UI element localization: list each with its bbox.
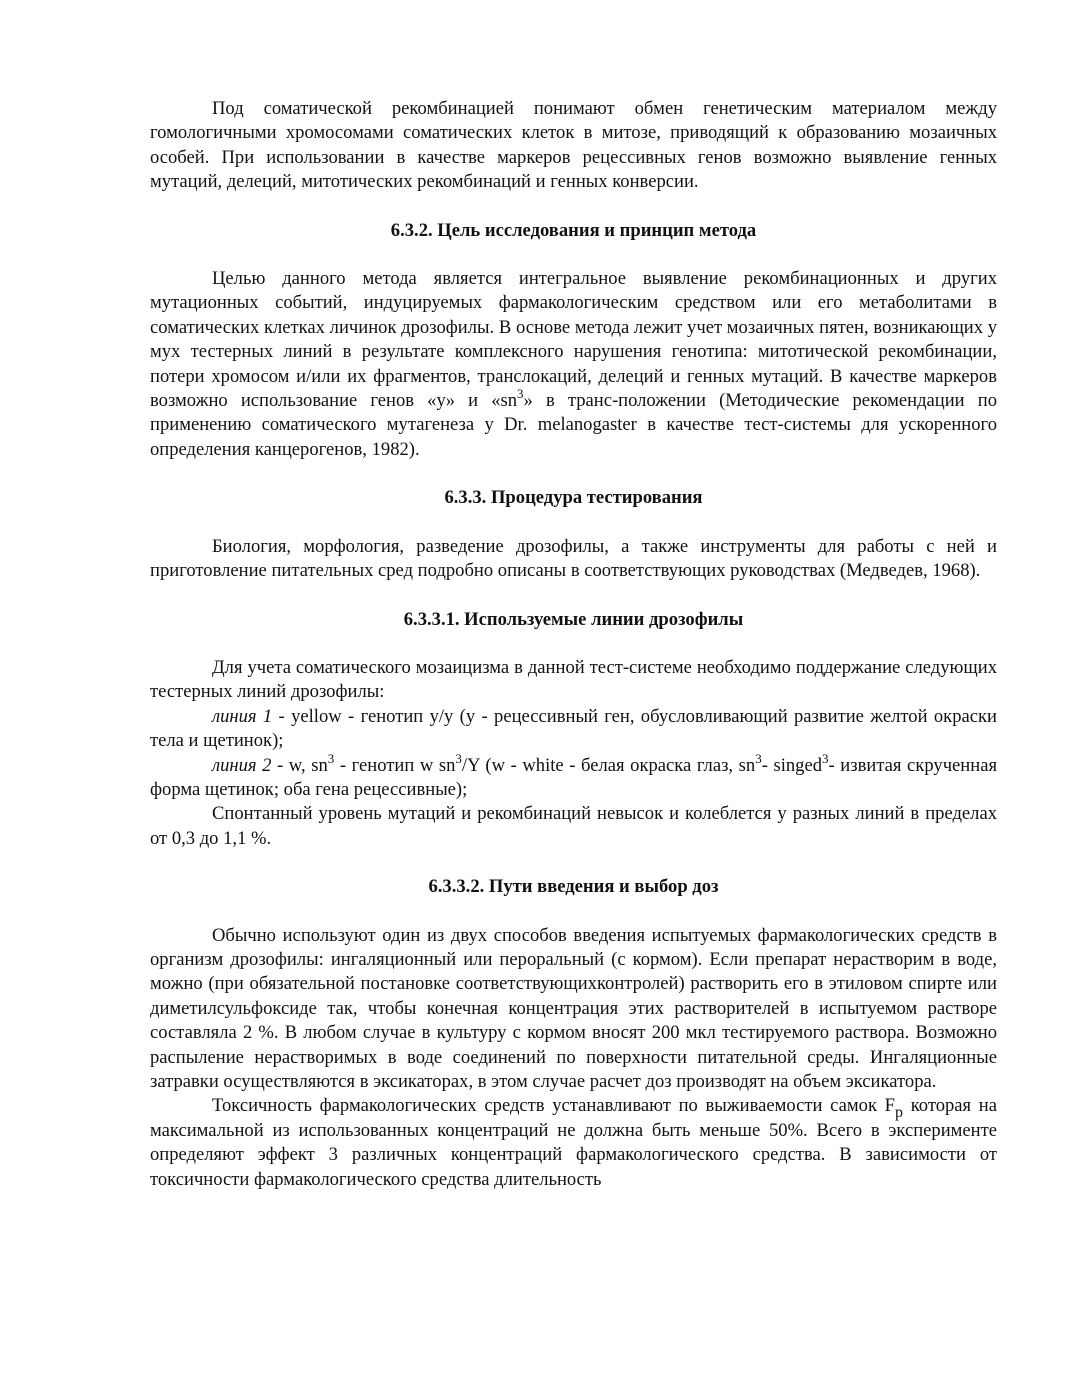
superscript: 3	[755, 750, 762, 766]
heading-6-3-2: 6.3.2. Цель исследования и принцип метода	[390, 219, 757, 241]
superscript: 3	[517, 386, 524, 402]
superscript: 3	[455, 750, 462, 766]
paragraph-line-2	[150, 750, 998, 803]
text-span: - генотип w sn	[334, 754, 456, 776]
line-1-label: линия 1	[212, 705, 273, 727]
text-span: - singed	[761, 754, 823, 776]
superscript: 3	[822, 750, 829, 766]
text-span: Целью данного метода является интегральное выявление рекомбинационных и других мутационных событий, индуцируемых фармакологическим средством или его метаболитами в соматических клетках личинок дрозофилы. В основе метода лежит учет мозаичных пятен, возникающих у мух тестерных линий в результате комплексного нарушения генотипа: митотической рекомбинации, потери хромосом и/или их фрагментов, транслокаций, делеций и генных мутаций. В качестве маркеров возможно использование генов «y» и «sn	[150, 268, 997, 412]
paragraph-spontaneous-level: Спонтанный уровень мутаций и рекомбинаций невысок и колеблется у разных линий в пределах от 0,3 до 1,1 %.	[150, 803, 997, 849]
subscript: p	[895, 1104, 904, 1122]
document-page	[150, 97, 997, 1192]
heading-6-3-3-2: 6.3.3.2. Пути введения и выбор доз	[428, 876, 719, 898]
text-span: - yellow - генотип y/y (y - рецессивный ген, обусловливающий развитие желтой окраски тела и щетинок);	[150, 705, 997, 752]
paragraph-biology: Биология, морфология, разведение дрозофилы, а также инструменты для работы с ней и приготовление питательных сред подробно описаны в соответствующих руководствах (Медведев, 1968).	[150, 535, 997, 582]
paragraph-toxicity	[150, 1094, 997, 1192]
text-span: » в транс-положении (Методические рекомендации по применению соматического мутагенеза у Dr. melanogaster в качестве тест-системы для ускоренного определения канцерогенов, 1982).	[150, 390, 997, 460]
paragraph-line-1	[150, 705, 997, 754]
paragraph-method-goal	[150, 267, 997, 462]
text-span: Токсичность фармакологических средств устанавливают по выживаемости самок F	[212, 1095, 896, 1117]
text-span: - извитая скрученная форма щетинок; оба гена рецессивные);	[150, 754, 998, 800]
text-span: /Y (w - white - белая окраска глаз, sn	[461, 754, 756, 776]
text-span: - w, sn	[271, 754, 328, 776]
line-2-label: линия 2	[212, 754, 272, 776]
text-span: которая на максимальной из использованных концентраций не должна быть меньше 50%. Всего в эксперименте определяют эффект 3 различных концентраций фармакологического средства. В зависимости от токсичности фармакологического средства длительность	[150, 1095, 997, 1190]
superscript: 3	[327, 750, 335, 766]
heading-6-3-3: 6.3.3. Процедура тестирования	[444, 487, 703, 509]
paragraph-somatic-recombination: Под соматической рекомбинацией понимают обмен генетическим материалом между гомологичными хромосомами соматических клеток в митозе, приводящий к образованию мозаичных особей. При использовании в качестве маркеров рецессивных генов возможно выявление генных мутаций, делеций, митотических рекомбинаций и генных конверсии.	[150, 98, 997, 193]
paragraph-lines-intro: Для учета соматического мозаицизма в данной тест-системе необходимо поддержание следующих тестерных линий дрозофилы:	[150, 656, 997, 703]
paragraph-administration: Обычно используют один из двух способов введения испытуемых фармакологических средств в организм дрозофилы: ингаляционный или пероральный (с кормом). Если препарат нерастворим в воде, можно (при обязательной постановке соответствующихконтролей) растворить его в этиловом спирте или диметилсульфоксиде так, чтобы конечная концентрация этих растворителей в испытуемом растворе составляла 2 %. В любом случае в культуру с кормом вносят 200 мкл тестируемого раствора. Возможно распыление нерастворимых в воде соединений по поверхности питательной среды. Ингаляционные затравки осуществляются в эксикаторах, в этом случае расчет доз производят на объем эксикатора.	[150, 924, 997, 1092]
heading-6-3-3-1: 6.3.3.1. Используемые линии дрозофилы	[403, 608, 744, 630]
